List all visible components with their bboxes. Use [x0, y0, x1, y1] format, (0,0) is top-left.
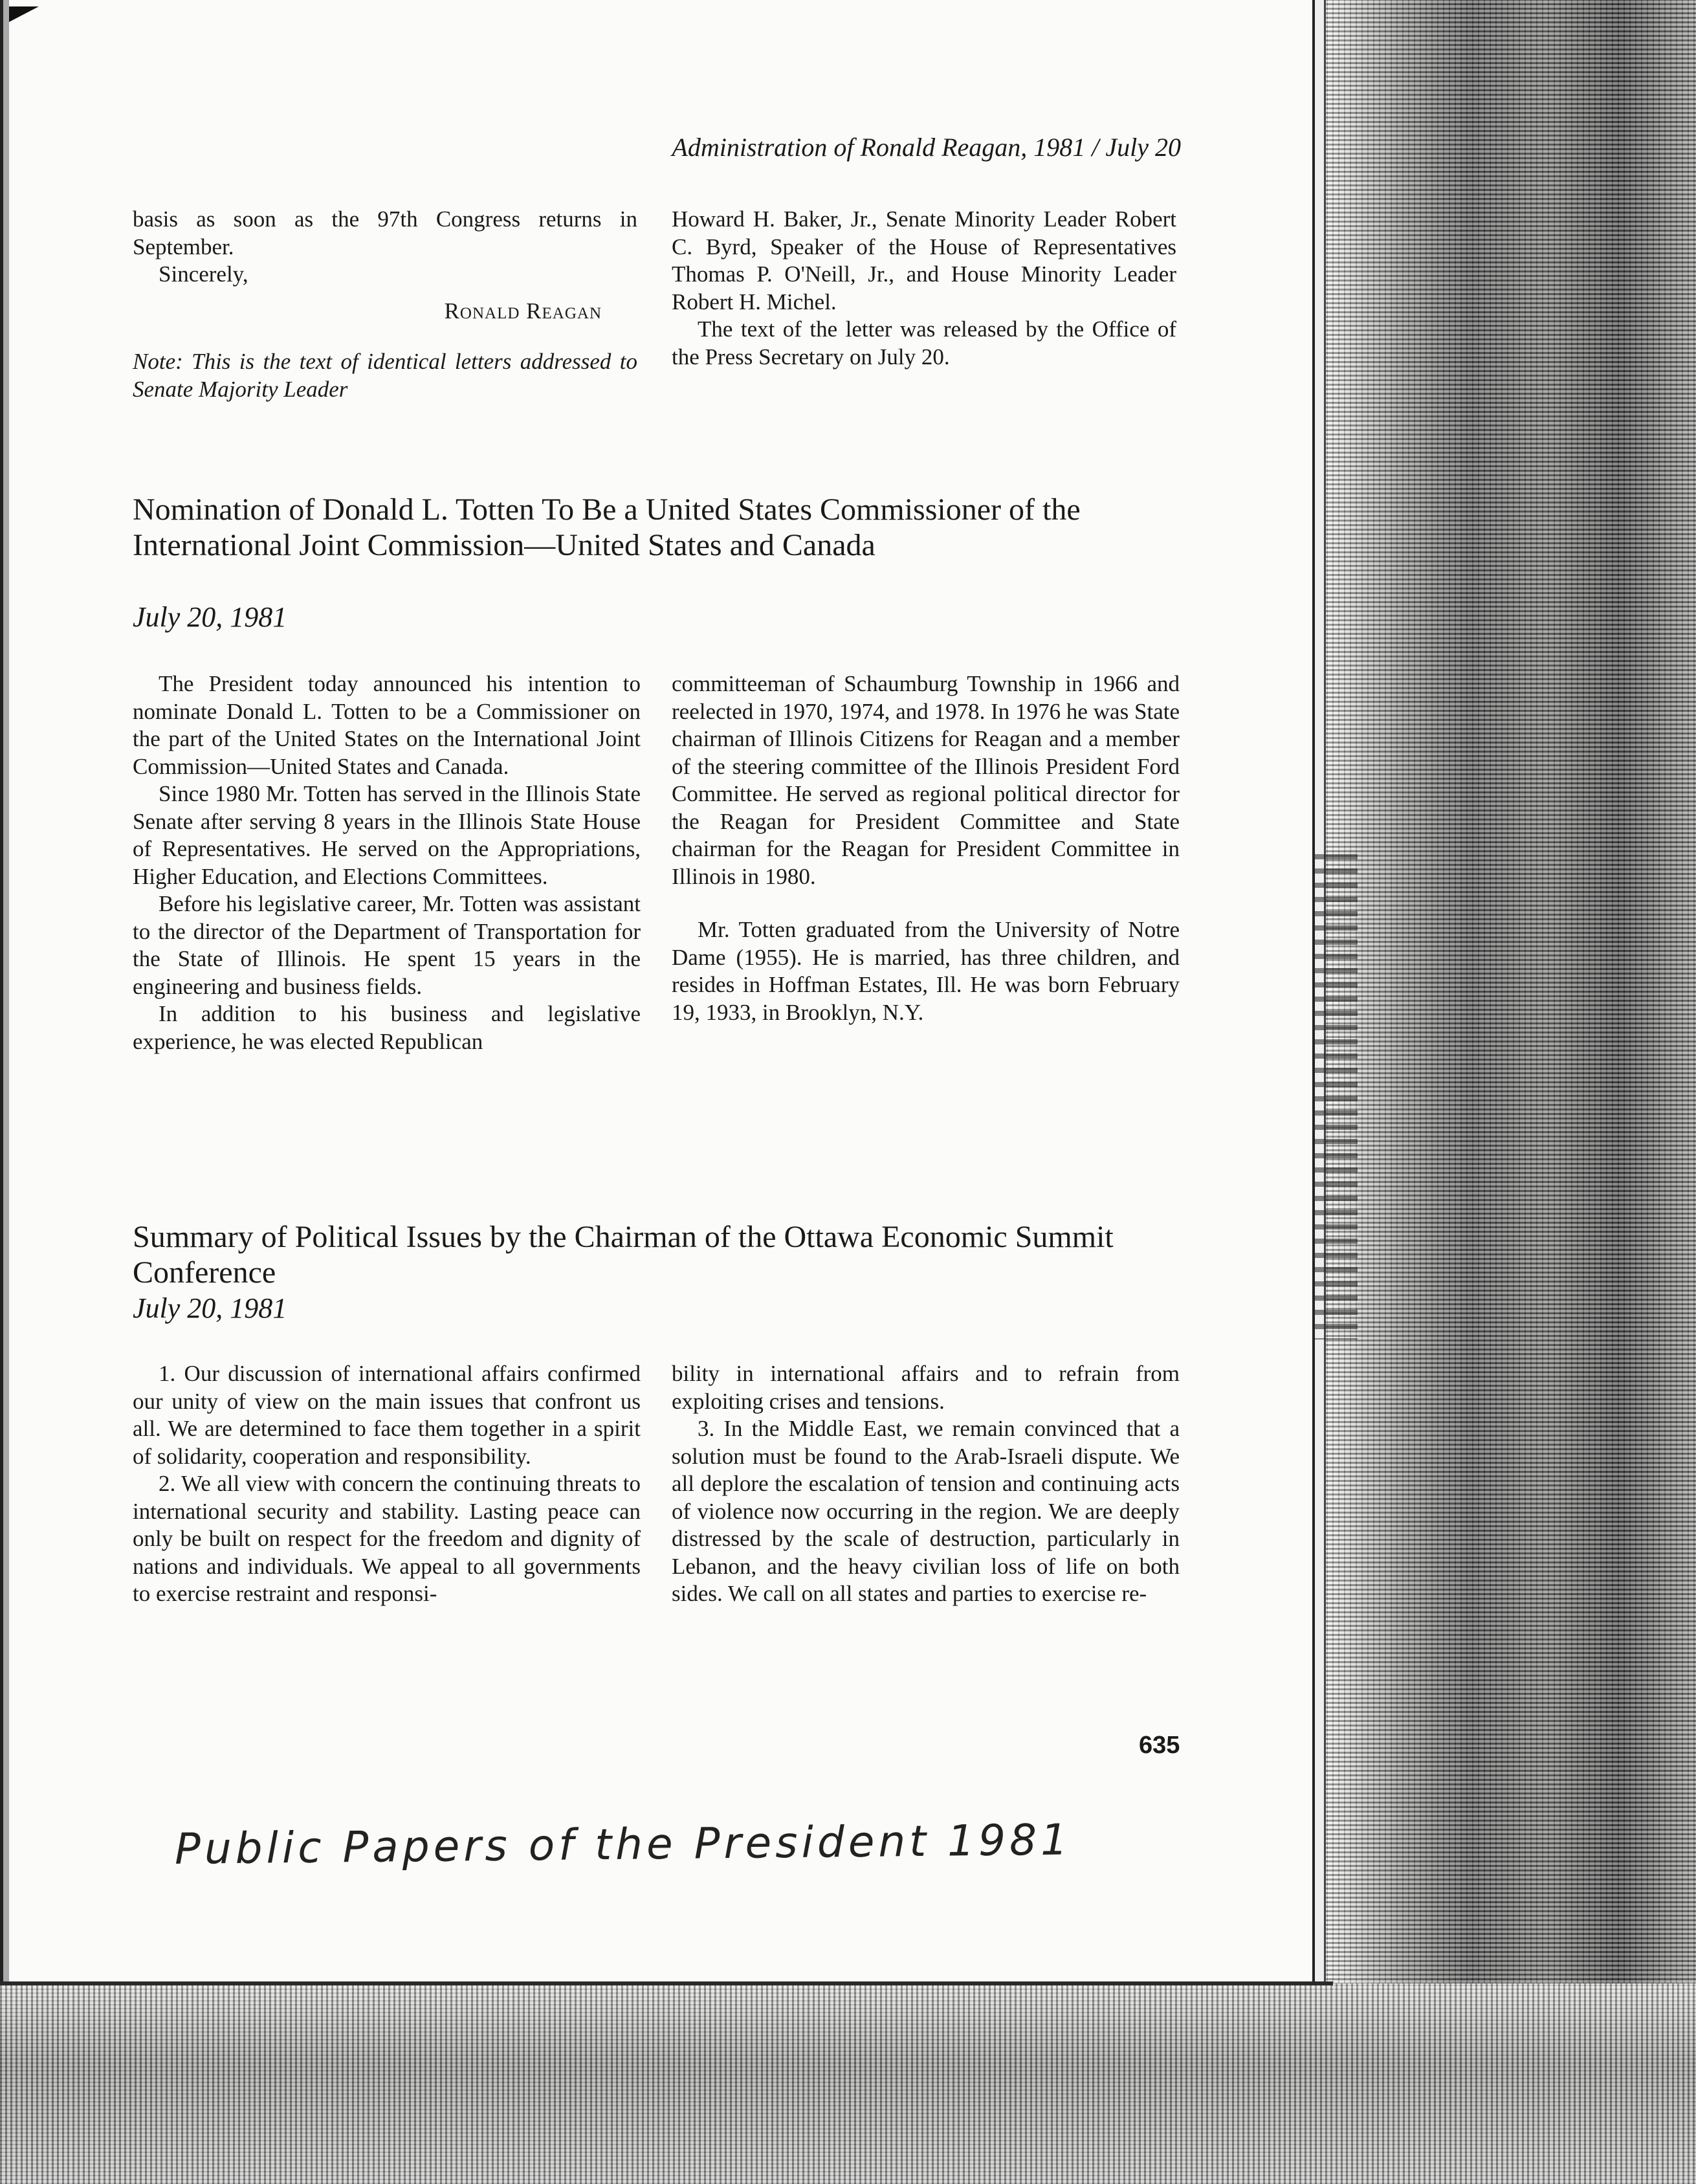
totten-left-column	[133, 670, 641, 1055]
totten-paragraph: Mr. Totten graduated from the University of Notre Dame (1955). He is married, has three children, and resides in Hoffman Estates, Ill. He was born February 19, 1933, in Brooklyn, N.Y.	[672, 917, 1180, 1025]
totten-paragraph: The President today announced his intention to nominate Donald L. Totten to be a Commissioner on the part of the United States on the International Joint Commission—United States and Canada.	[133, 671, 641, 779]
ottawa-paragraph: 2. We all view with concern the continuing threats to international security and stability. Lasting peace can only be built on respect for the freedom and dignity of nations and individuals. We appeal to all governments to exercise restraint and responsi-	[133, 1471, 641, 1606]
letter-right-column	[672, 206, 1176, 371]
ottawa-right-column	[672, 1360, 1180, 1608]
running-head: Administration of Ronald Reagan, 1981 / July 20	[672, 133, 1181, 162]
totten-right-column	[672, 670, 1180, 1026]
page-bottom-border	[0, 1981, 1333, 1985]
page-number: 635	[1139, 1732, 1180, 1759]
ottawa-left-column	[133, 1360, 641, 1608]
ottawa-paragraph: bility in international affairs and to refrain from exploiting crises and tensions.	[672, 1361, 1180, 1414]
totten-paragraph: committeeman of Schaumburg Township in 1966 and reelected in 1970, 1974, and 1978. In 1976 he was State chairman of Illinois Citizens for Reagan and a member of the steering committee of the Illinois President Ford Committee. He served as regional political director for the Reagan for President Committee and State chairman for the Reagan for President Committee in Illinois in 1980.	[672, 671, 1180, 889]
letter-left-column	[133, 206, 637, 403]
article-title-totten: Nomination of Donald L. Totten To Be a United States Commissioner of the International Joint Commission—United States and Canada	[133, 492, 1081, 562]
corner-mark	[9, 6, 39, 22]
letter-note-continued: Howard H. Baker, Jr., Senate Minority Leader Robert C. Byrd, Speaker of the House of Representatives Thomas P. O'Neill, Jr., and House Minority Leader Robert H. Michel.	[672, 206, 1176, 314]
scan-bottom-edge	[0, 1983, 1696, 2184]
article-title-ottawa: Summary of Political Issues by the Chairman of the Ottawa Economic Summit Conference	[133, 1220, 1114, 1290]
totten-paragraph: Since 1980 Mr. Totten has served in the Illinois State Senate after serving 8 years in the Illinois State House of Representatives. He served on the Appropriations, Higher Education, and Elections Committees.	[133, 781, 641, 889]
letter-paragraph: basis as soon as the 97th Congress returns in September.	[133, 206, 637, 259]
article-date-ottawa: July 20, 1981	[133, 1292, 287, 1324]
totten-paragraph: In addition to his business and legislative experience, he was elected Republican	[133, 1001, 641, 1054]
letter-note: Note: This is the text of identical letters addressed to Senate Majority Leader	[133, 349, 637, 402]
ottawa-paragraph: 1. Our discussion of international affairs confirmed our unity of view on the main issues that confront us all. We are determined to face them together in a spirit of solidarity, cooperation and responsibility.	[133, 1361, 641, 1469]
letter-release-note: The text of the letter was released by the Office of the Press Secretary on July 20.	[672, 316, 1176, 370]
handwritten-note: Public Papers of the President 1981	[174, 1814, 1072, 1875]
scan-left-edge	[0, 0, 9, 2184]
totten-paragraph: Before his legislative career, Mr. Totten was assistant to the director of the Department of Transportation for the State of Illinois. He spent 15 years in the engineering and business fields.	[133, 891, 641, 999]
article-date-totten: July 20, 1981	[133, 601, 287, 633]
ottawa-paragraph: 3. In the Middle East, we remain convinced that a solution must be found to the Arab-Israeli dispute. We all deplore the escalation of tension and continuing acts of violence now occurring in the region. We are deeply distressed by the scale of destruction, particularly in Lebanon, and the heavy civilian loss of life on both sides. We call on all states and parties to exercise re-	[672, 1416, 1180, 1606]
vertical-stamp	[1312, 854, 1358, 1340]
letter-signature: Ronald Reagan	[444, 298, 602, 324]
scan-right-edge	[1321, 0, 1696, 2184]
letter-closing: Sincerely,	[159, 261, 248, 287]
